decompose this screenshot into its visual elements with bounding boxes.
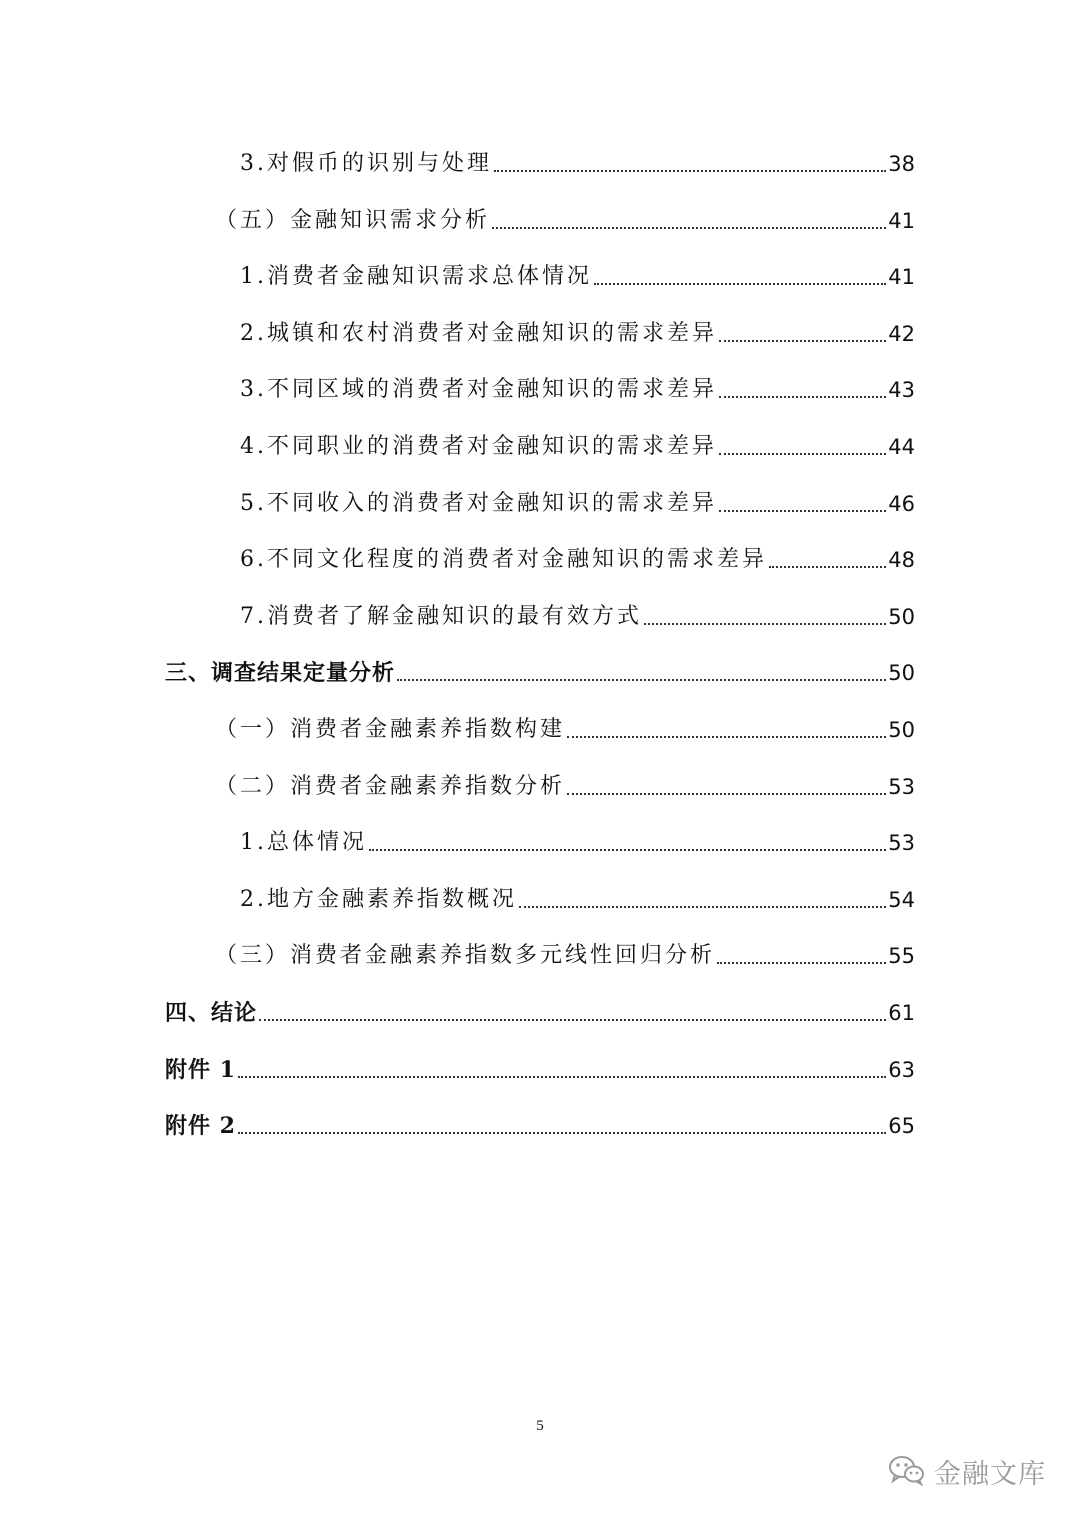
toc-entry-title: 3.对假币的识别与处理 xyxy=(240,151,492,176)
toc-entry-title: 6.不同文化程度的消费者对金融知识的需求差异 xyxy=(240,547,767,573)
toc-entry-title: 附件 1 xyxy=(165,1056,236,1083)
toc-dot-leader xyxy=(719,340,886,342)
toc-entry[interactable] xyxy=(240,478,915,518)
toc-entry[interactable] xyxy=(240,874,915,914)
toc-entry[interactable] xyxy=(165,1100,915,1140)
toc-entry[interactable] xyxy=(240,138,915,178)
toc-entry-page: 55 xyxy=(888,944,915,969)
toc-dot-leader xyxy=(567,793,886,795)
toc-entry-page: 53 xyxy=(888,774,915,799)
toc-dot-leader xyxy=(494,170,886,172)
toc-entry-page: 41 xyxy=(888,265,915,290)
toc-entry-page: 65 xyxy=(888,1114,915,1139)
toc-entry[interactable] xyxy=(215,761,915,801)
toc-entry-page: 46 xyxy=(888,491,915,516)
toc-entry-title: （一）消费者金融素养指数构建 xyxy=(215,717,566,742)
toc-entry[interactable] xyxy=(240,308,915,348)
toc-entry-title: 四、结论 xyxy=(165,1000,258,1026)
toc-dot-leader xyxy=(769,566,886,568)
toc-dot-leader xyxy=(238,1132,886,1134)
toc-entry-page: 42 xyxy=(888,321,915,346)
toc-entry-page: 50 xyxy=(888,604,915,629)
page-number: 5 xyxy=(536,1418,544,1434)
toc-dot-leader xyxy=(644,623,886,625)
toc-dot-leader xyxy=(492,227,886,229)
toc-dot-leader xyxy=(567,736,886,738)
toc-dot-leader xyxy=(397,679,886,681)
toc-entry-title: 7.消费者了解金融知识的最有效方式 xyxy=(240,603,642,629)
toc-entry-page: 41 xyxy=(888,208,915,233)
toc-entry[interactable] xyxy=(240,364,915,404)
watermark-text: 金融文库 xyxy=(934,1459,1046,1490)
toc-entry-page: 54 xyxy=(888,887,915,912)
toc-entry[interactable] xyxy=(165,647,915,687)
toc-entry-page: 61 xyxy=(888,1001,915,1025)
toc-entry-page: 53 xyxy=(888,831,915,856)
toc-entry-title: 1.总体情况 xyxy=(240,830,367,856)
toc-entry-title: 附件 2 xyxy=(165,1113,236,1140)
toc-entry-title: 2.地方金融素养指数概况 xyxy=(240,886,517,912)
toc-entry[interactable] xyxy=(165,1044,915,1084)
toc-entry[interactable] xyxy=(240,251,915,291)
toc-entry-page: 63 xyxy=(888,1057,915,1082)
toc-entry-page: 38 xyxy=(888,152,915,176)
toc-dot-leader xyxy=(717,962,886,964)
toc-entry[interactable] xyxy=(240,421,915,461)
toc-entry-title: 1.消费者金融知识需求总体情况 xyxy=(240,264,592,290)
toc-entry-title: （五）金融知识需求分析 xyxy=(215,207,491,233)
toc-dot-leader xyxy=(719,453,886,455)
toc-dot-leader xyxy=(719,510,886,512)
watermark xyxy=(888,1452,1046,1491)
toc-dot-leader xyxy=(369,849,886,851)
toc-entry-title: （二）消费者金融素养指数分析 xyxy=(215,773,566,799)
toc-entry[interactable] xyxy=(240,817,915,857)
toc-dot-leader xyxy=(519,906,886,908)
toc-entry-page: 50 xyxy=(888,661,915,686)
toc-entry-title: 2.城镇和农村消费者对金融知识的需求差异 xyxy=(240,320,717,346)
toc-entry-page: 50 xyxy=(888,718,915,742)
toc-entry-page: 44 xyxy=(888,435,915,459)
toc-entry-title: 5.不同收入的消费者对金融知识的需求差异 xyxy=(240,490,717,516)
toc-entry-title: 三、调查结果定量分析 xyxy=(165,660,396,687)
toc-entry[interactable] xyxy=(215,930,915,970)
toc-entry-title: 4.不同职业的消费者对金融知识的需求差异 xyxy=(240,434,717,459)
toc-dot-leader xyxy=(259,1019,886,1021)
wechat-icon xyxy=(888,1454,926,1490)
toc-entry-title: （三）消费者金融素养指数多元线性回归分析 xyxy=(215,943,716,969)
toc-entry[interactable] xyxy=(215,704,915,744)
toc-entry[interactable] xyxy=(215,195,915,235)
toc-entry[interactable] xyxy=(240,591,915,631)
toc-dot-leader xyxy=(238,1076,886,1078)
toc-entry[interactable] xyxy=(240,534,915,574)
toc-entry-title: 3.不同区域的消费者对金融知识的需求差异 xyxy=(240,377,717,403)
toc-entry[interactable] xyxy=(165,987,915,1027)
toc-entry-page: 43 xyxy=(888,378,915,403)
toc-dot-leader xyxy=(719,396,886,398)
toc-dot-leader xyxy=(594,283,886,285)
toc-entry-page: 48 xyxy=(888,548,915,573)
